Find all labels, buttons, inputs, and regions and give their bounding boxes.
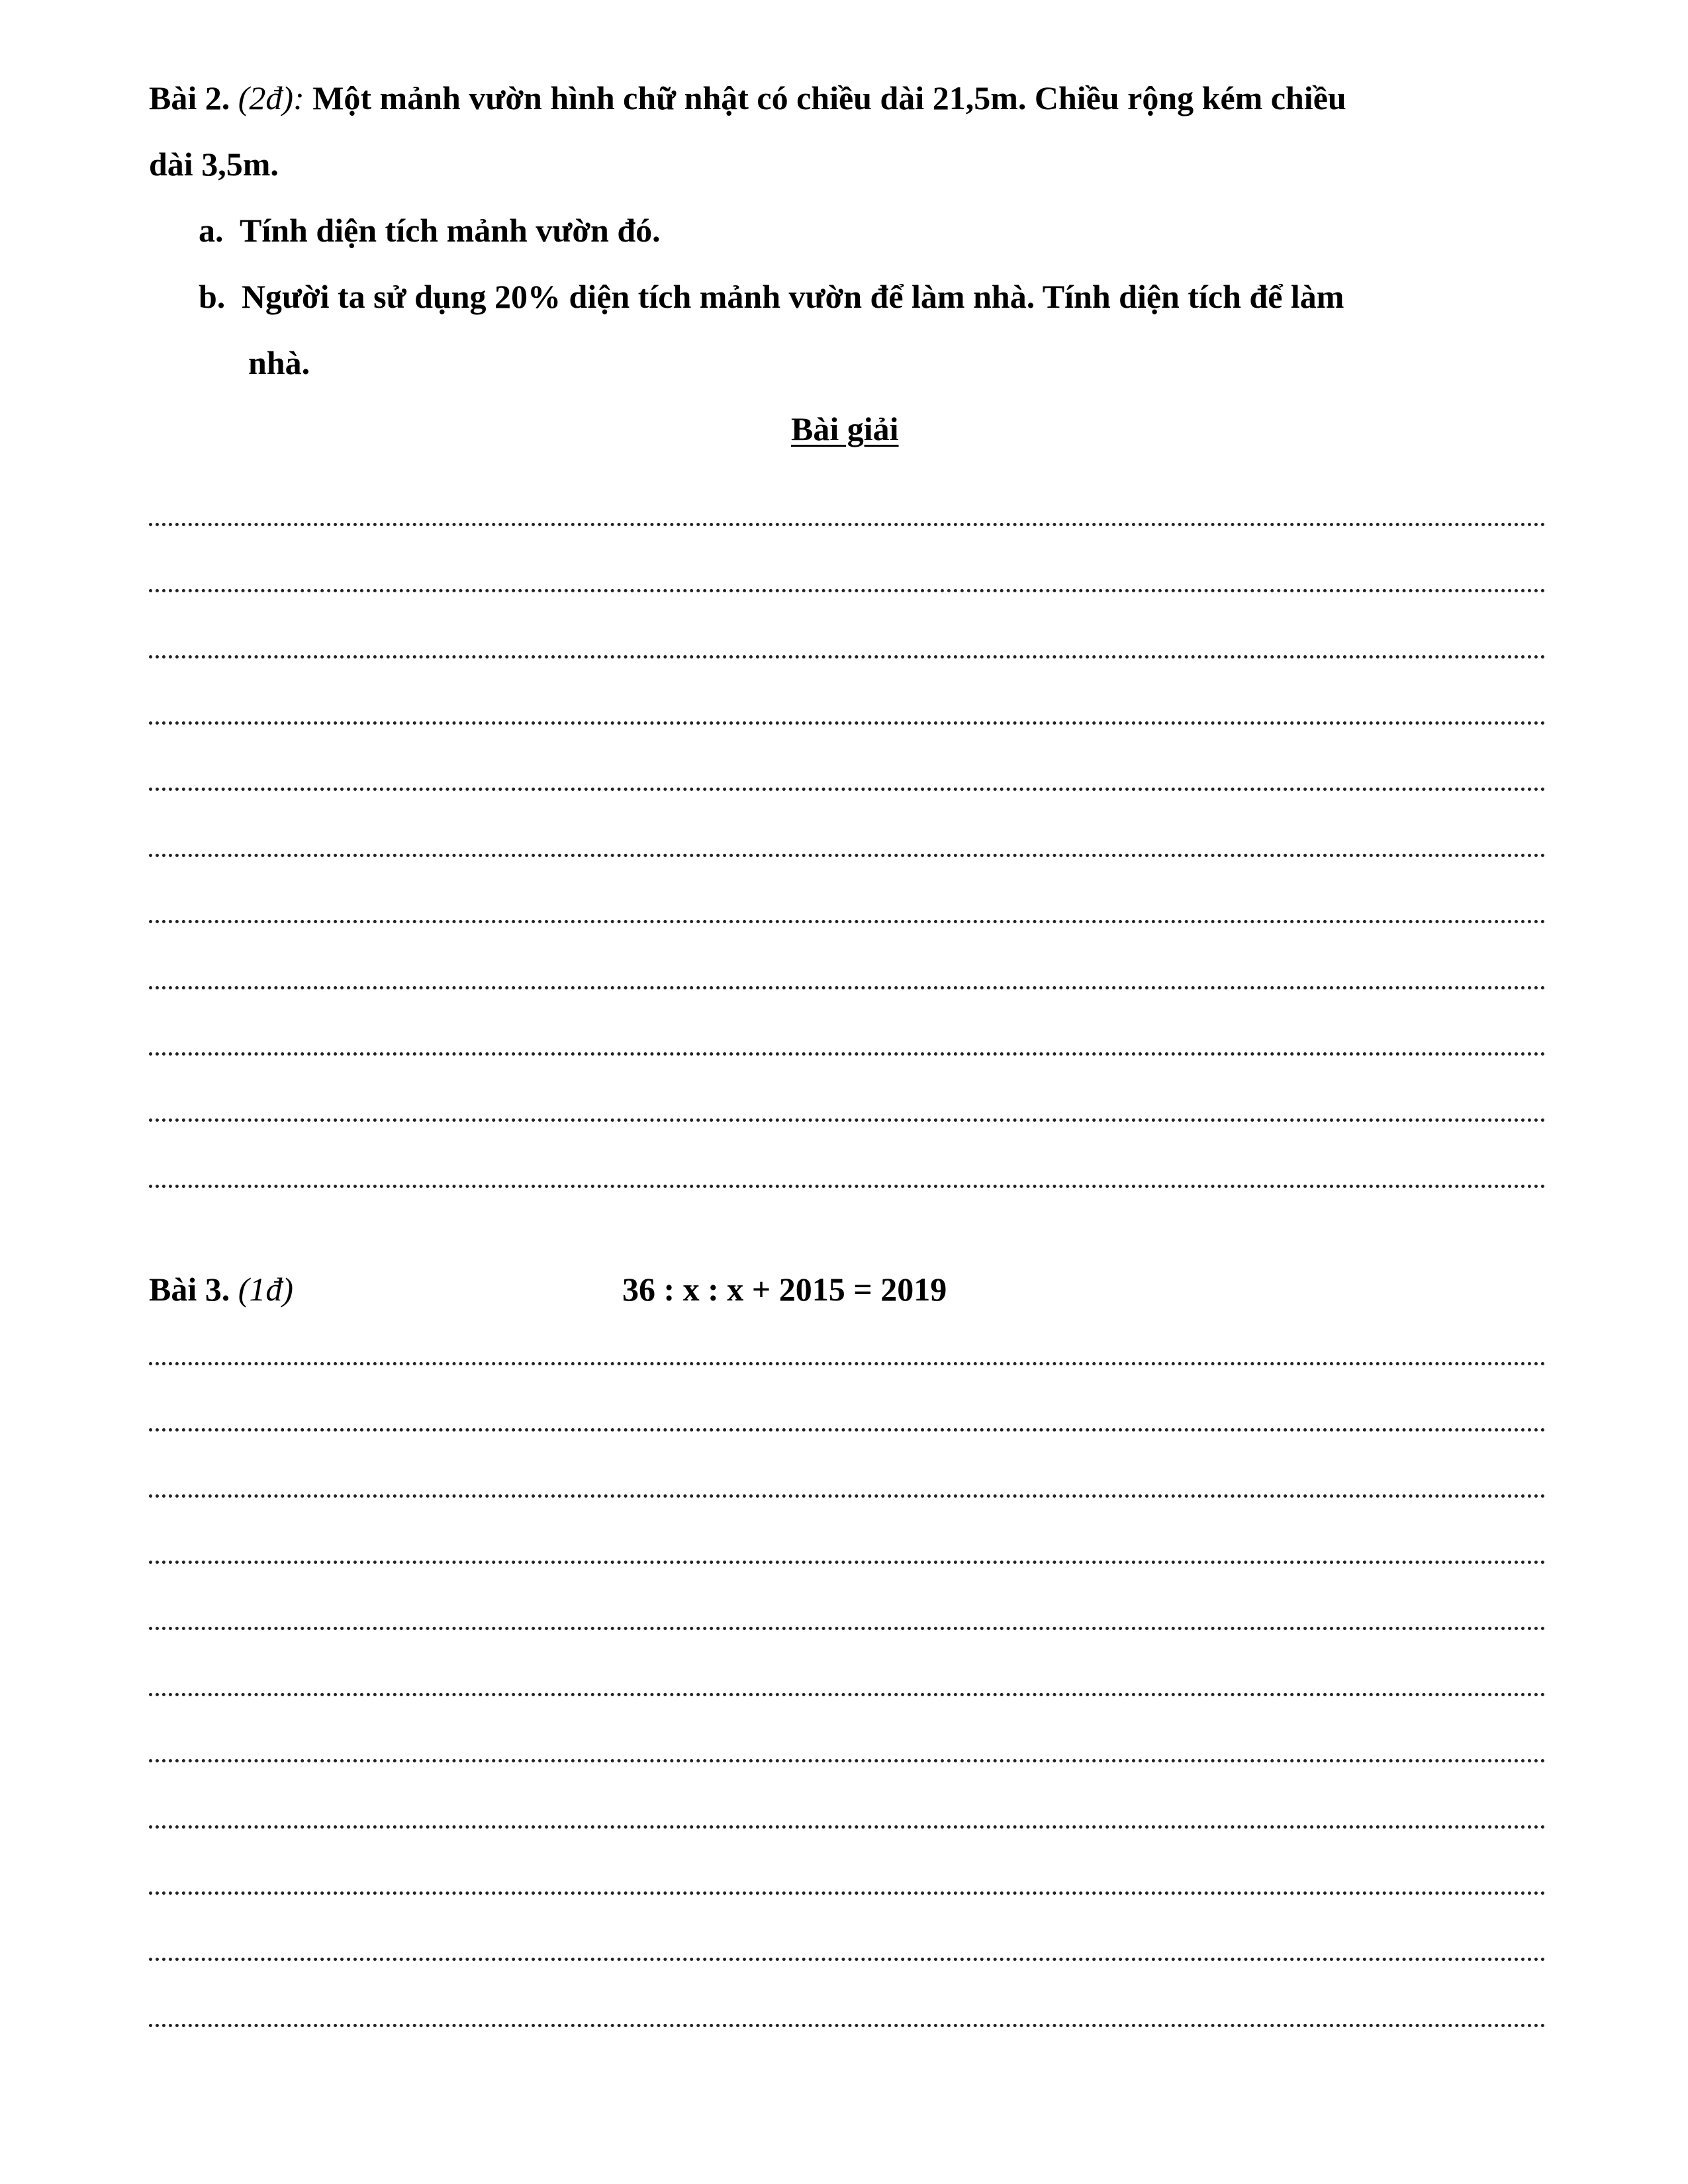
problem3-label: Bài 3. <box>149 1271 230 1308</box>
item-b-text: Người ta sử dụng 20% diện tích mảnh vườn để làm nhà. Tính diện tích để làm <box>241 278 1344 315</box>
answer-line <box>149 1428 1546 1432</box>
answer-line <box>149 1185 1546 1188</box>
answer-line <box>149 589 1546 592</box>
problem2-item-a <box>199 210 661 250</box>
answer-line <box>149 1627 1546 1630</box>
answer-line <box>149 1825 1546 1829</box>
item-b-text-line2: nhà. <box>248 344 310 381</box>
problem2-statement-line2: dài 3,5m. <box>149 146 279 183</box>
answer-line <box>149 920 1546 923</box>
answer-line <box>149 788 1546 791</box>
answer-line <box>149 1891 1546 1895</box>
answer-line <box>149 1958 1546 1961</box>
problem2-item-b <box>199 277 1344 316</box>
problem3-points: (1đ) <box>238 1271 294 1308</box>
answer-line <box>149 1052 1546 1056</box>
problem3-heading <box>149 1269 293 1309</box>
answer-line <box>149 1494 1546 1498</box>
problem3-equation: 36 : x : x + 2015 = 2019 <box>622 1271 947 1308</box>
answer-line <box>149 1362 1546 1365</box>
answer-line <box>149 1759 1546 1762</box>
problem2-statement-line1: Một mảnh vườn hình chữ nhật có chiều dài 21,5m. Chiều rộng kém chiều <box>312 79 1346 116</box>
answer-line <box>149 721 1546 725</box>
answer-line <box>149 2024 1546 2027</box>
answer-line <box>149 1561 1546 1564</box>
answer-line <box>149 523 1546 526</box>
solution-heading: Bài giải <box>791 410 899 447</box>
problem2-points: (2đ) <box>238 79 294 116</box>
item-b-marker: b. <box>199 278 226 315</box>
problem2-line1 <box>149 78 1346 118</box>
answer-line <box>149 986 1546 989</box>
problem2-label: Bài 2. <box>149 79 230 116</box>
item-a-text: Tính diện tích mảnh vườn đó. <box>240 212 661 249</box>
problem2-separator: : <box>293 79 305 116</box>
answer-line <box>149 1118 1546 1122</box>
item-a-marker: a. <box>199 212 224 249</box>
answer-line <box>149 1693 1546 1696</box>
answer-line <box>149 854 1546 857</box>
answer-line <box>149 655 1546 659</box>
